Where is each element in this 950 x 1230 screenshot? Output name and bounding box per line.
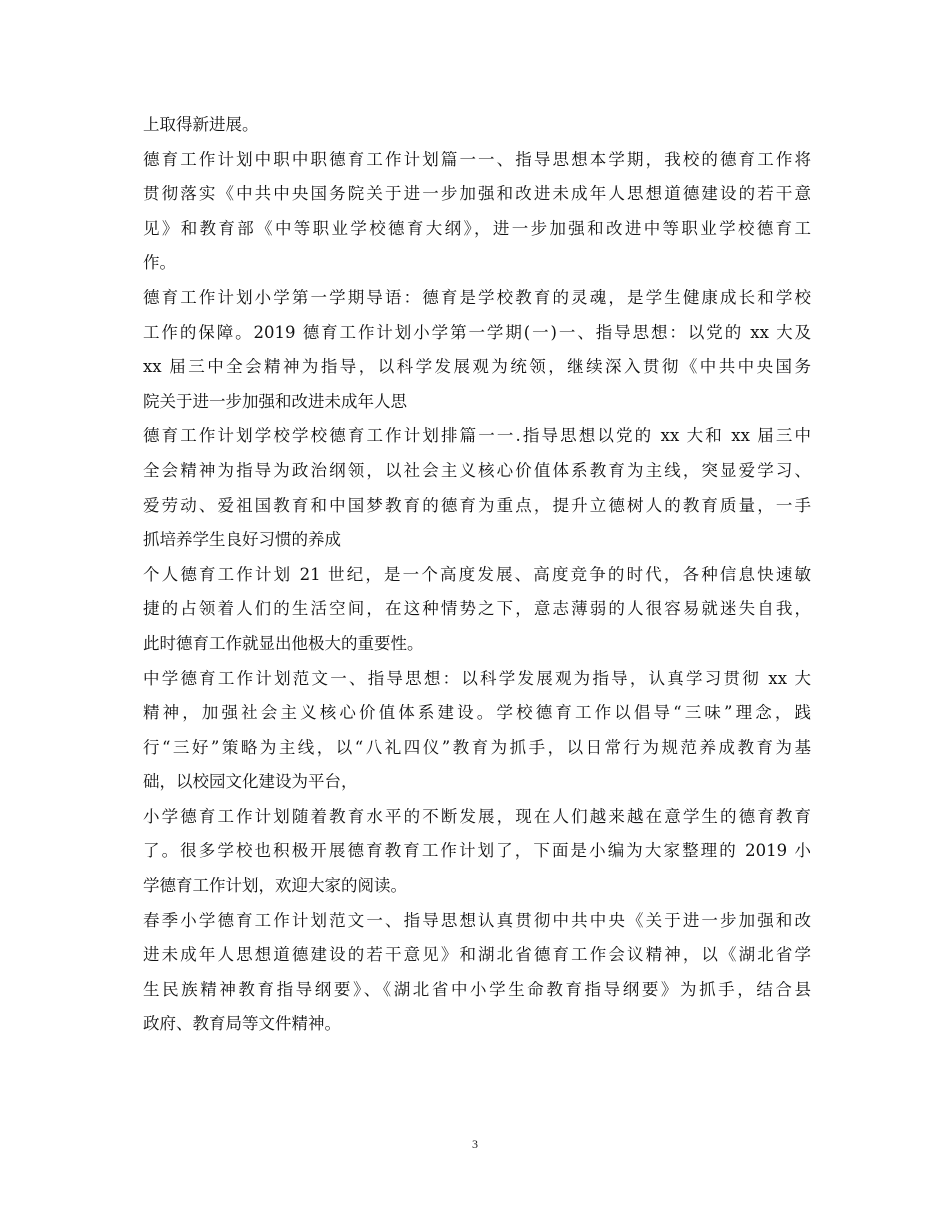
paragraph <box>143 281 811 419</box>
text-line: 础，以校园文化建设为平台， <box>143 772 358 792</box>
text-line: 德育工作计划小学第一学期导语：德育是学校教育的灵魂，是学生健康成长和学校 <box>143 287 811 307</box>
paragraph <box>143 662 811 800</box>
text-line: 德育工作计划学校学校德育工作计划排篇一一.指导思想以党的 xx 大和 xx 届三中 <box>143 426 811 446</box>
page-number: 3 <box>472 1137 478 1151</box>
paragraph <box>143 143 811 281</box>
text-line: 春季小学德育工作计划范文一、指导思想认真贯彻中共中央《关于进一步加强和改 <box>143 910 811 930</box>
text-line: 此时德育工作就显出他极大的重要性。 <box>143 633 424 653</box>
paragraph <box>143 419 811 557</box>
text-line: 见》和教育部《中等职业学校德育大纲》，进一步加强和改进中等职业学校德育工 <box>143 218 811 238</box>
document-body <box>143 108 811 1042</box>
text-line: 捷的占领着人们的生活空间，在这种情势之下，意志薄弱的人很容易就迷失自我， <box>143 599 811 619</box>
paragraph <box>143 904 811 1042</box>
text-line: 全会精神为指导为政治纲领，以社会主义核心价值体系教育为主线，突显爱学习、 <box>143 460 811 480</box>
text-line: 生民族精神教育指导纲要》、《湖北省中小学生命教育指导纲要》为抓手，结合县 <box>143 979 811 999</box>
text-line: 小学德育工作计划随着教育水平的不断发展，现在人们越来越在意学生的德育教育 <box>143 806 811 826</box>
text-line: 贯彻落实《中共中央国务院关于进一步加强和改进未成年人思想道德建设的若干意 <box>143 184 811 204</box>
text-line: 中学德育工作计划范文一、指导思想：以科学发展观为指导，认真学习贯彻 xx 大 <box>143 668 811 688</box>
text-line: 抓培养学生良好习惯的养成 <box>143 530 341 550</box>
text-line: 精神，加强社会主义核心价值体系建设。学校德育工作以倡导“三味”理念，践 <box>143 703 811 723</box>
text-line: 进未成年人思想道德建设的若干意见》和湖北省德育工作会议精神，以《湖北省学 <box>143 945 811 965</box>
text-line: 上取得新进展。 <box>143 115 259 134</box>
text-line: 政府、教育局等文件精神。 <box>143 1014 341 1034</box>
text-line: 院关于进一步加强和改进未成年人思 <box>143 391 407 411</box>
text-line: 德育工作计划中职中职德育工作计划篇一一、指导思想本学期，我校的德育工作将 <box>143 149 811 169</box>
paragraph <box>143 800 811 904</box>
paragraph <box>143 558 811 662</box>
text-line: 个人德育工作计划 21 世纪，是一个高度发展、高度竞争的时代，各种信息快速敏 <box>143 564 811 584</box>
text-line: 学德育工作计划，欢迎大家的阅读。 <box>143 876 407 896</box>
text-line: 行“三好”策略为主线，以“八礼四仪”教育为抓手，以日常行为规范养成教育为基 <box>143 737 811 757</box>
paragraph <box>143 108 811 143</box>
text-line: 工作的保障。2019 德育工作计划小学第一学期(一)一、指导思想：以党的 xx 大及 <box>143 322 811 342</box>
text-line: 爱劳动、爱祖国教育和中国梦教育的德育为重点，提升立德树人的教育质量，一手 <box>143 495 811 515</box>
text-line: 作。 <box>143 253 176 273</box>
text-line: xx 届三中全会精神为指导，以科学发展观为统领，继续深入贯彻《中共中央国务 <box>143 357 811 377</box>
text-line: 了。很多学校也积极开展德育教育工作计划了，下面是小编为大家整理的 2019 小 <box>143 841 811 861</box>
